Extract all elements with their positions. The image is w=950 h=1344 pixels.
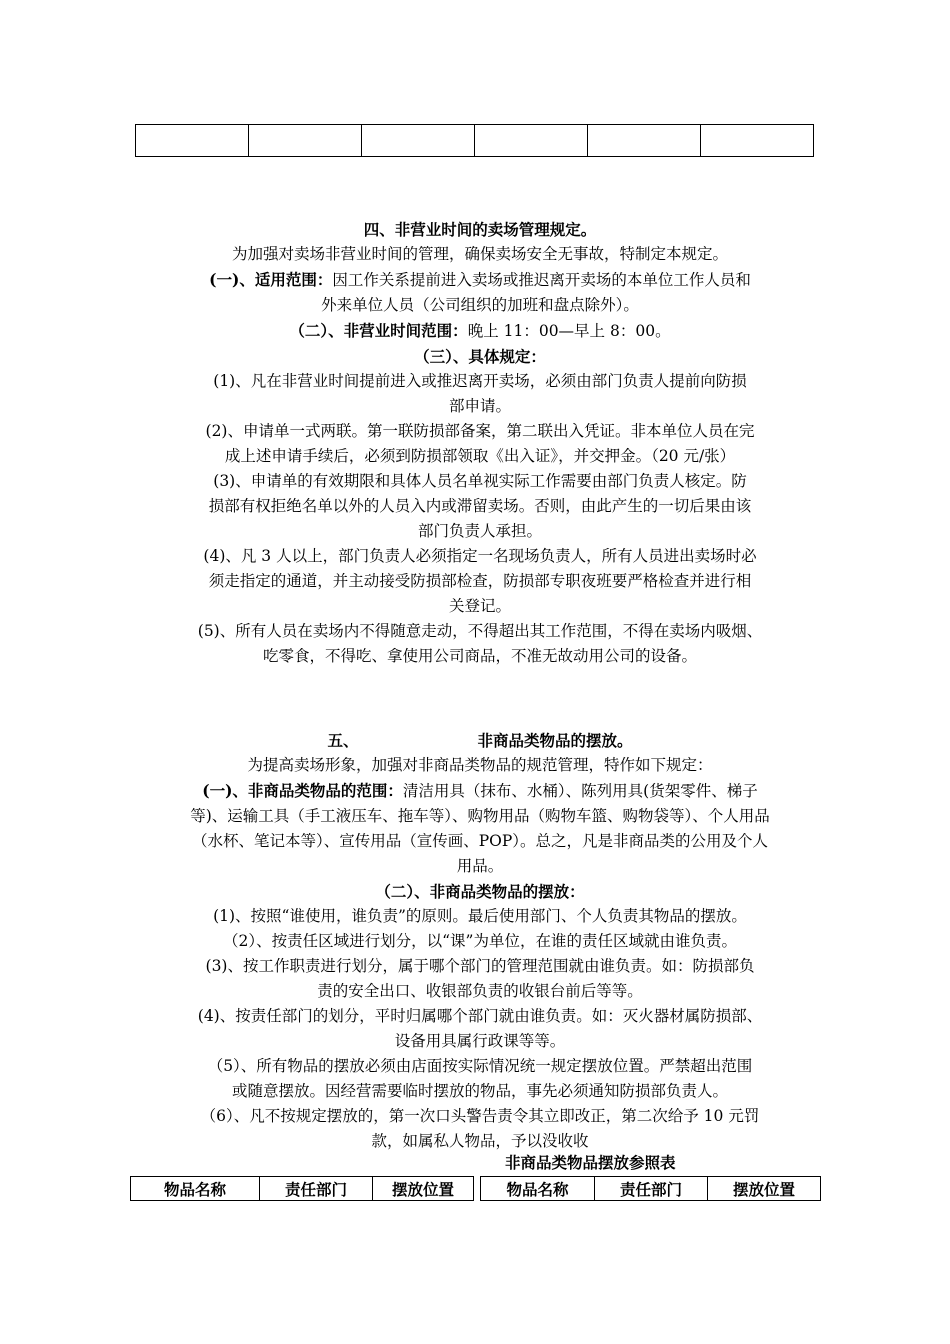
rule-line: （2）、按责任区域进行划分，以“课”为单位，在谁的责任区域就由谁负责。 — [223, 932, 737, 950]
scope-paragraph — [140, 267, 820, 293]
section-5-number: 五、 — [327, 731, 359, 750]
rule-line: （5）、所有物品的摆放必须由店面按实际情况统一规定摆放位置。严禁超出范围 — [207, 1057, 753, 1075]
rule-line: (4)、按责任部门的划分，平时归属哪个部门就由谁负责。如：灭火器材属防损部、 — [197, 1007, 763, 1025]
section-4-intro: 为加强对卖场非营业时间的管理，确保卖场安全无事故，特制定本规定。 — [231, 245, 728, 263]
placement-rules-list — [140, 904, 820, 1154]
rule-paragraph — [140, 1004, 820, 1054]
table-cell — [588, 125, 701, 157]
rule-paragraph — [140, 1054, 820, 1104]
rule-paragraph — [140, 1104, 820, 1154]
rule-paragraph — [140, 929, 820, 954]
rule-line: 或随意摆放。因经营需要临时摆放的物品，事先必须通知防损部负责人。 — [231, 1082, 728, 1100]
section-5-title — [140, 728, 820, 753]
rules-label: （三）、具体规定： — [414, 347, 546, 366]
rule-line: (4)、凡 3 人以上，部门负责人必须指定一名现场负责人，所有人员进出卖场时必 — [203, 547, 757, 565]
header-location: 摆放位置 — [373, 1177, 474, 1201]
rule-paragraph — [140, 369, 820, 419]
empty-table — [135, 124, 814, 157]
table-cell — [701, 125, 814, 157]
item-scope-text: 清洁用具（抹布、水桶）、陈列用具(货架零件、梯子 — [402, 782, 758, 800]
rule-line: 须走指定的通道，并主动接受防损部检查，防损部专职夜班要严格检查并进行相 — [208, 572, 752, 590]
rule-line: (3)、申请单的有效期限和具体人员名单视实际工作需要由部门负责人核定。防 — [213, 472, 747, 490]
rule-paragraph — [140, 544, 820, 619]
reference-table-right — [480, 1176, 821, 1201]
time-range-text: 晚上 11：00—早上 8：00。 — [467, 322, 671, 340]
rule-line: (1)、凡在非营业时间提前进入或推迟离开卖场，必须由部门负责人提前向防损 — [213, 372, 747, 390]
item-scope-label: (一)、非商品类物品的范围： — [202, 781, 403, 800]
header-department: 责任部门 — [595, 1177, 708, 1201]
reference-table-title: 非商品类物品摆放参照表 — [505, 1153, 676, 1172]
header-location: 摆放位置 — [708, 1177, 821, 1201]
rules-list — [140, 369, 820, 669]
scope-line: 用品。 — [456, 857, 504, 875]
time-range-label: （二）、非营业时间范围： — [289, 321, 468, 340]
rule-line: 部门负责人承担。 — [417, 522, 542, 540]
rule-line: 关登记。 — [448, 597, 511, 615]
rule-line: 款，如属私人物品，予以没收收 — [371, 1132, 589, 1150]
section-4 — [140, 217, 820, 669]
table-cell — [136, 125, 249, 157]
rule-line: 设备用具属行政课等等。 — [394, 1032, 566, 1050]
rule-line: (3)、按工作职责进行划分，属于哪个部门的管理范围就由谁负责。如：防损部负 — [205, 957, 755, 975]
section-5 — [140, 728, 820, 1154]
scope-text: 因工作关系提前进入卖场或推迟离开卖场的本单位工作人员和 — [332, 271, 751, 289]
rule-line: 吃零食，不得吃、拿使用公司商品，不准无故动用公司的设备。 — [262, 647, 697, 665]
rule-line: 责的安全出口、收银部负责的收银台前后等等。 — [317, 982, 643, 1000]
rule-line: (1)、按照“谁使用，谁负责”的原则。最后使用部门、个人负责其物品的摆放。 — [213, 907, 747, 925]
section-4-title: 四、非营业时间的卖场管理规定。 — [363, 220, 597, 239]
rule-line: 成上述申请手续后，必须到防损部领取《出入证》，并交押金。（20 元/张） — [224, 447, 736, 465]
scope-line: 等)、运输工具（手工液压车、拖车等）、购物用品（购物车篮、购物袋等）、个人用品 — [190, 807, 770, 825]
rule-line: (2)、申请单一式两联。第一联防损部备案，第二联出入凭证。非本单位人员在完 — [205, 422, 755, 440]
table-cell — [362, 125, 475, 157]
item-scope-paragraph — [140, 778, 820, 879]
header-item-name: 物品名称 — [131, 1177, 260, 1201]
rule-paragraph — [140, 904, 820, 929]
time-range-paragraph — [140, 318, 820, 344]
rule-line: 损部有权拒绝名单以外的人员入内或滞留卖场。否则，由此产生的一切后果由该 — [208, 497, 752, 515]
table-cell — [475, 125, 588, 157]
placement-label: （二）、非商品类物品的摆放： — [375, 882, 585, 901]
rule-line: (5)、所有人员在卖场内不得随意走动，不得超出其工作范围，不得在卖场内吸烟、 — [197, 622, 763, 640]
rule-paragraph — [140, 419, 820, 469]
rule-line: （6）、凡不按规定摆放的，第一次口头警告责令其立即改正，第二次给予 10 元罚 — [200, 1107, 760, 1125]
scope-line: （水杯、笔记本等）、宣传用品（宣传画、POP）。总之，凡是非商品类的公用及个人 — [191, 832, 769, 850]
rule-paragraph — [140, 619, 820, 669]
rule-paragraph — [140, 469, 820, 544]
scope-line — [140, 778, 820, 804]
rule-paragraph — [140, 954, 820, 1004]
section-5-intro: 为提高卖场形象，加强对非商品类物品的规范管理，特作如下规定： — [247, 756, 713, 774]
header-item-name: 物品名称 — [481, 1177, 595, 1201]
reference-table-left — [130, 1176, 474, 1201]
rule-line: 部申请。 — [448, 397, 511, 415]
section-5-title-text: 非商品类物品的摆放。 — [477, 731, 633, 750]
table-cell — [249, 125, 362, 157]
scope-label: (一)、适用范围： — [209, 270, 333, 289]
scope-text-line-2: 外来单位人员（公司组织的加班和盘点除外）。 — [321, 296, 639, 314]
header-department: 责任部门 — [260, 1177, 373, 1201]
